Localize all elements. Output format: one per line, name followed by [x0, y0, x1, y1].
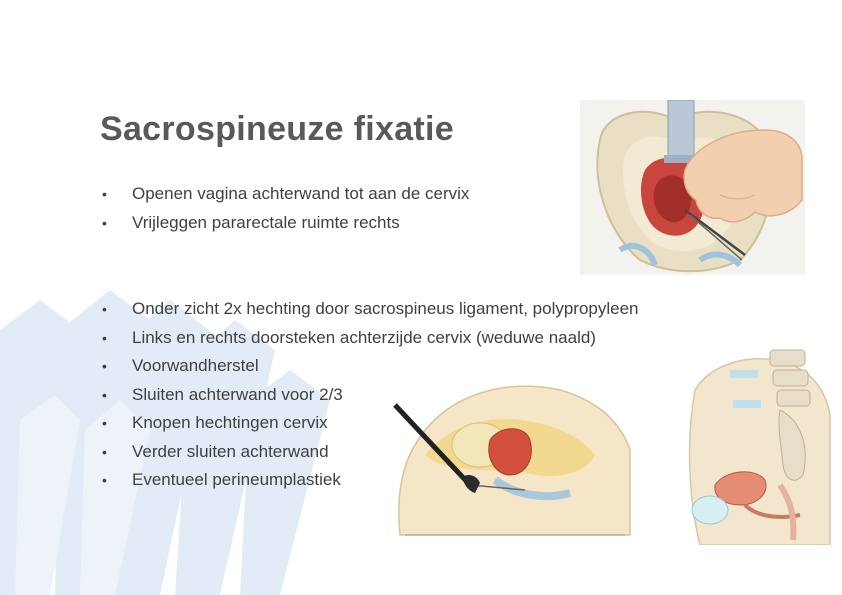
bullet-item [100, 324, 639, 353]
bullet-text: Knopen hechtingen cervix [132, 413, 328, 432]
bullet-dot: • [102, 186, 107, 202]
bullet-dot: • [102, 214, 107, 231]
bullet-dot: • [102, 443, 107, 460]
bullet-item [100, 295, 639, 324]
bullet-text: Sluiten achterwand voor 2/3 [132, 384, 343, 404]
bullet-text: Vrijleggen pararectale ruimte rechts [132, 212, 400, 232]
pelvic-sagittal-instrument-illustration [385, 375, 640, 540]
slide-title: Sacrospineuze fixatie [100, 110, 454, 148]
bullet-dot: • [102, 472, 107, 488]
bullet-list-intro [100, 180, 469, 237]
bullet-dot: • [102, 301, 107, 317]
bullet-text: Links en rechts doorsteken achterzijde cervix (weduwe naald) [132, 327, 596, 347]
bullet-dot: • [102, 358, 107, 374]
bullet-text: Verder sluiten achterwand [132, 441, 329, 461]
bullet-dot: • [102, 386, 107, 403]
bullet-item [100, 180, 469, 209]
bullet-item [100, 209, 469, 238]
bullet-dot: • [102, 415, 107, 431]
bullet-dot: • [102, 329, 107, 346]
pelvic-anatomy-sagittal-illustration [685, 345, 835, 545]
bullet-text: Onder zicht 2x hechting door sacrospineus ligament, polypropyleen [132, 299, 639, 318]
bullet-text: Openen vagina achterwand tot aan de cervix [132, 184, 470, 203]
bullet-text: Eventueel perineumplastiek [132, 470, 341, 489]
bullet-text: Voorwandherstel [132, 356, 259, 375]
pelvis-hand-surgical-illustration [580, 100, 805, 275]
